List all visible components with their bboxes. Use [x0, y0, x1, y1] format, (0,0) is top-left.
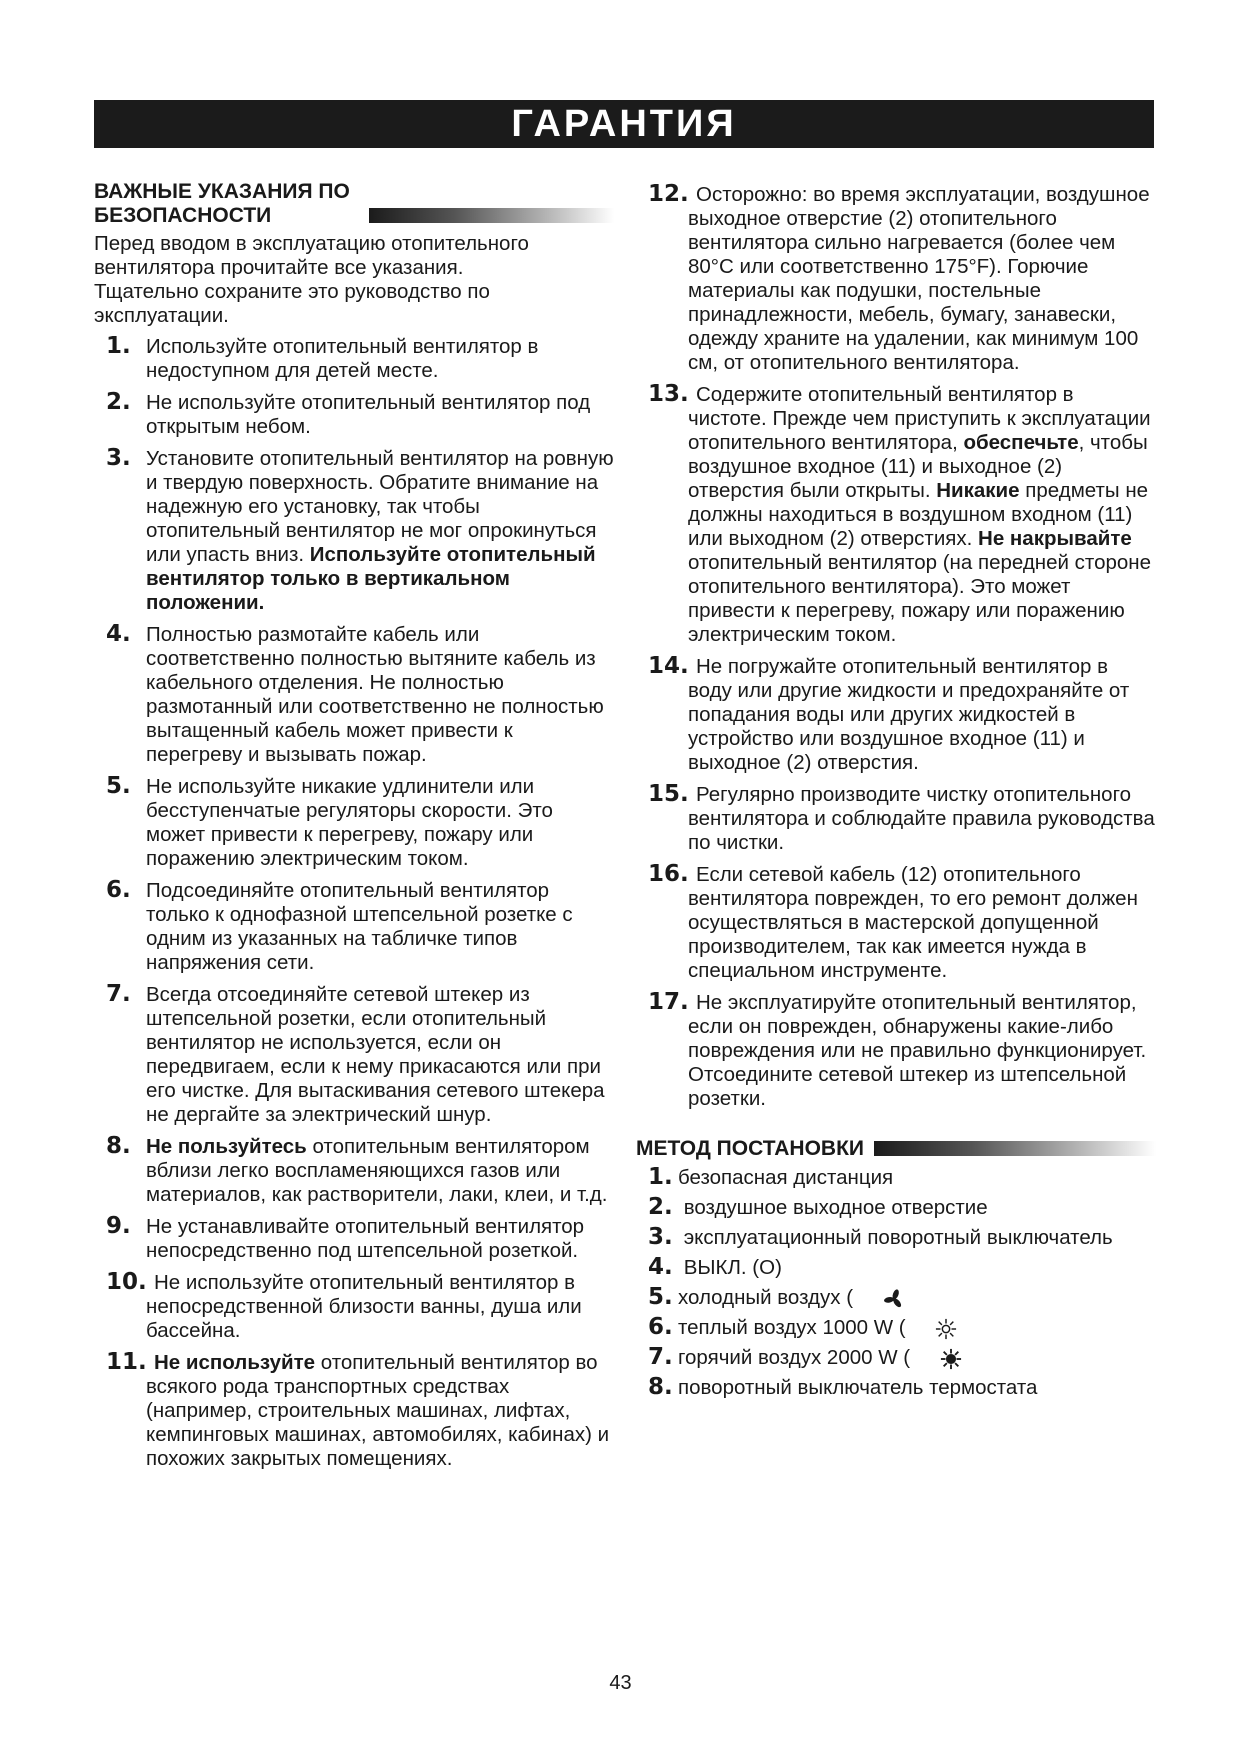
list-item: 4. Полностью размотайте кабель или соответственно полностью вытяните кабель из кабельного отделения. Не полностью размотанный или соответственно не полностью вытащенный кабель может привести к перегреву и вызывать пожар.	[106, 621, 604, 766]
list-item: 5. Не используйте никакие удлинители или бесступенчатые регуляторы скорости. Это может привести к перегреву, пожару или поражению электрическим током.	[106, 773, 553, 870]
small-sun-icon	[935, 1318, 957, 1340]
list-item: 3. эксплуатационный поворотный выключатель	[648, 1224, 1113, 1250]
list-item: 1. Используйте отопительный вентилятор в недоступном для детей месте.	[106, 333, 539, 382]
list-item: 3. Установите отопительный вентилятор на ровную и твердую поверхность. Обратите внимание на надежную его установку, так чтобы отопительный вентилятор не мог опрокинуться или упасть вниз. Используйте отопительный вентилятор только в вертикальном положении.	[106, 445, 614, 614]
list-item: 16. Если сетевой кабель (12) отопительного вентилятора поврежден, то его ремонт должен осуществляться в мастерской допущенной производителем, так как имеется нужда в специальном инструменте.	[648, 861, 1138, 982]
list-item: 15. Регулярно производите чистку отопительного вентилятора и соблюдайте правила руководства по чистки.	[648, 781, 1155, 854]
list-item: 11. Не используйте отопительный вентилятор во всякого рода транспортных средствах (например, строительных машинах, лифтах, кемпинговых машинах, автомобилях, кабинах) и похожих закрытых помещениях.	[106, 1349, 610, 1470]
safety-intro	[94, 232, 614, 328]
right-column	[636, 182, 1156, 1405]
left-column	[94, 180, 614, 1478]
list-item: 10. Не используйте отопительный вентилятор в непосредственной близости ванны, душа или бассейна.	[106, 1269, 582, 1342]
intro-paragraph-2: Тщательно сохраните это руководство по эксплуатации.	[94, 280, 490, 327]
method-section	[636, 1137, 1156, 1400]
safety-heading-text: ВАЖНЫЕ УКАЗАНИЯ ПО БЕЗОПАСНОСТИ	[94, 180, 350, 227]
page-title: ГАРАНТИЯ	[94, 100, 1154, 148]
method-heading-text: МЕТОД ПОСТАНОВКИ	[636, 1137, 864, 1160]
method-list	[636, 1165, 1156, 1400]
list-item: 4. ВЫКЛ. (O)	[648, 1254, 782, 1280]
list-item: 1. безопасная дистанция	[648, 1164, 894, 1190]
list-item: 6. теплый воздух 1000 W (	[636, 1315, 1156, 1340]
safety-list-left	[94, 334, 614, 1471]
list-item: 7. горячий воздух 2000 W (	[636, 1345, 1156, 1370]
safety-list-right	[636, 182, 1156, 1111]
method-heading	[636, 1137, 1156, 1161]
list-item: 5. холодный воздух (	[636, 1285, 1156, 1310]
list-item: 8. Не пользуйтесь отопительным вентилятором вблизи легко воспламеняющихся газов или материалов, как растворители, лаки, клеи, и т.д.	[106, 1133, 608, 1206]
safety-heading	[94, 180, 614, 228]
heading-gradient-bar	[874, 1141, 1156, 1156]
page-number: 43	[609, 1672, 632, 1694]
list-item: 8. поворотный выключатель термостата	[648, 1374, 1038, 1400]
heading-gradient-bar	[369, 208, 614, 223]
list-item: 14. Не погружайте отопительный вентилятор в воду или другие жидкости и предохраняйте от попадания воды или других жидкостей в устройство или воздушное входное (11) и выходное (2) отверстия.	[648, 653, 1130, 774]
list-item: 17. Не эксплуатируйте отопительный вентилятор, если он поврежден, обнаружены какие-либо повреждения или не правильно функционирует. Отсоедините сетевой штекер из штепсельной розетки.	[648, 989, 1147, 1110]
fan-icon	[883, 1288, 905, 1310]
intro-paragraph-1: Перед вводом в эксплуатацию отопительного вентилятора прочитайте все указания.	[94, 232, 529, 279]
list-item: 13. Содержите отопительный вентилятор в чистоте. Прежде чем приступить к эксплуатации отопительного вентилятора, обеспечьте, чтобы воздушное входное (11) и выходное (2) отверстия были открыты. Никакие предметы не должны находиться в воздушном входном (11) или выходном (2) отверстиях. Не накрывайте отопительный вентилятор (на передней стороне отопительного вентилятора). Это может привести к перегреву, пожару или поражению электрическим током.	[648, 381, 1151, 646]
list-item: 12. Осторожно: во время эксплуатации, воздушное выходное отверстие (2) отопительного вентилятора сильно нагревается (более чем 80°C или соответственно 175°F). Горючие материалы как подушки, постельные принадлежности, мебель, бумагу, занавески, одежду храните на удалении, как минимум 100 см, от отопительного вентилятора.	[648, 181, 1150, 374]
list-item: 7. Всегда отсоединяйте сетевой штекер из штепсельной розетки, если отопительный вентилятор не используется, если он передвигаем, если к нему прикасаются или при его чистке. Для вытаскивания сетевого штекера не дергайте за электрический шнур.	[106, 981, 605, 1126]
list-item: 2. Не используйте отопительный вентилятор под открытым небом.	[106, 389, 591, 438]
list-item: 9. Не устанавливайте отопительный вентилятор непосредственно под штепсельной розеткой.	[106, 1213, 585, 1262]
large-sun-icon	[940, 1348, 962, 1370]
list-item: 2. воздушное выходное отверстие	[648, 1194, 988, 1220]
list-item: 6. Подсоединяйте отопительный вентилятор только к однофазной штепсельной розетке с одним из указанных на табличке типов напряжения сети.	[106, 877, 573, 974]
